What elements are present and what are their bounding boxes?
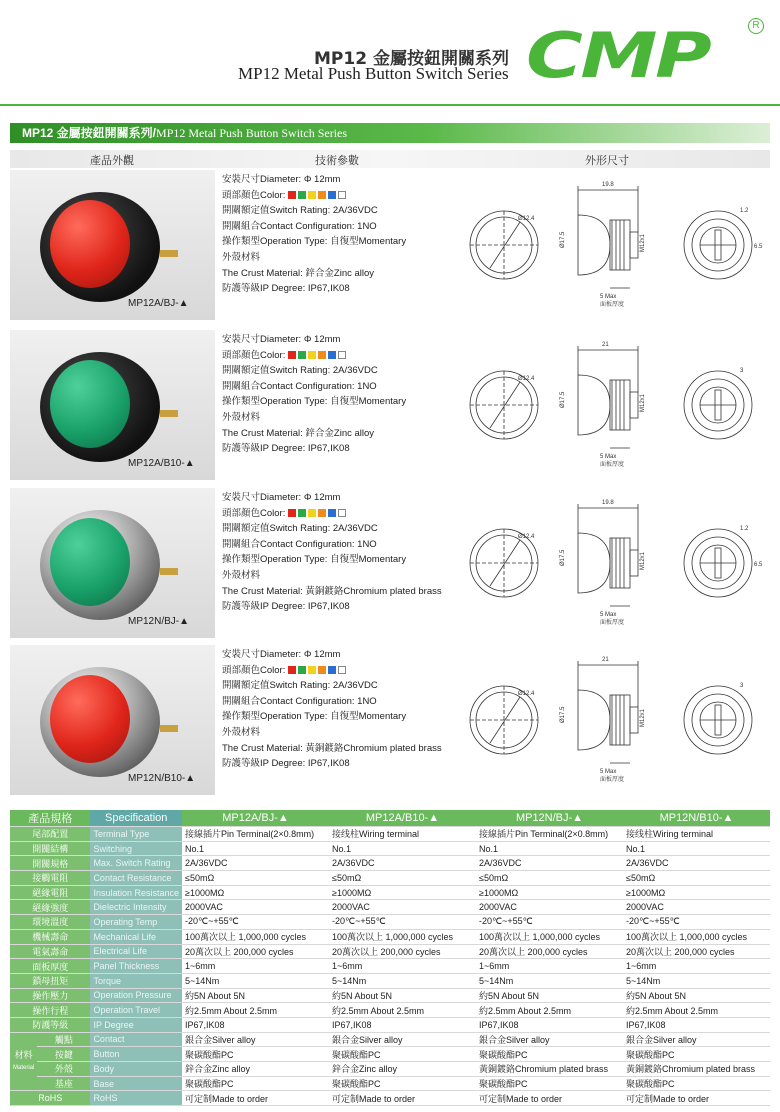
table-cell: No.1 bbox=[476, 841, 623, 856]
table-cell: IP67,IK08 bbox=[623, 1017, 770, 1032]
dim-width: 21 bbox=[602, 342, 609, 348]
model-label: MP12A/B10-▲ bbox=[128, 458, 195, 469]
color-swatch bbox=[288, 666, 296, 674]
spec-material-title: 外殼材料 bbox=[222, 569, 261, 581]
table-row bbox=[10, 1017, 770, 1032]
table-cell: 約5N About 5N bbox=[476, 988, 623, 1003]
spec-operation: 操作類型Operation Type: 自復型Momentary bbox=[222, 711, 407, 723]
spec-rating: 開關額定值Switch Rating: 2A/36VDC bbox=[222, 523, 378, 535]
table-cell: 聚碳酸酯PC bbox=[476, 1076, 623, 1091]
row-label-cn: 機械壽命 bbox=[10, 929, 90, 944]
section-title-cn: MP12 金屬按鈕開關系列/ bbox=[22, 126, 157, 140]
dimension-svg bbox=[460, 488, 770, 638]
row-label-en: Insulation Resistance bbox=[90, 885, 182, 900]
color-swatch bbox=[288, 509, 296, 517]
table-row bbox=[10, 827, 770, 842]
material-row bbox=[10, 1062, 770, 1077]
table-row bbox=[10, 1003, 770, 1018]
table-row bbox=[10, 885, 770, 900]
dimension-drawing bbox=[460, 330, 770, 480]
row-label-en: Panel Thickness bbox=[90, 959, 182, 974]
series-title-en: MP12 Metal Push Button Switch Series bbox=[238, 64, 509, 83]
color-swatch bbox=[338, 666, 346, 674]
spec-ip: 防護等級IP Degree: IP67,IK08 bbox=[222, 443, 350, 455]
side-terminal bbox=[630, 392, 638, 418]
color-swatches bbox=[288, 665, 348, 676]
spec-diameter: 安裝尺寸Diameter: Φ 12mm bbox=[222, 649, 341, 660]
table-cell: 可定制Made to order bbox=[476, 1091, 623, 1106]
dim-body: Ø17.5 bbox=[560, 391, 566, 408]
spec-operation: 操作類型Operation Type: 自復型Momentary bbox=[222, 554, 407, 566]
table-cell: 聚碳酸酯PC bbox=[329, 1047, 476, 1062]
color-swatch bbox=[308, 351, 316, 359]
table-cell: 2A/36VDC bbox=[329, 856, 476, 871]
table-row bbox=[10, 929, 770, 944]
model-label: MP12N/BJ-▲ bbox=[128, 616, 190, 627]
table-cell: 約2.5mm About 2.5mm bbox=[476, 1003, 623, 1018]
product-photo bbox=[10, 488, 215, 638]
row-label-en: Body bbox=[90, 1062, 182, 1077]
spec-rating: 開關額定值Switch Rating: 2A/36VDC bbox=[222, 680, 378, 692]
dim-dia: Ø12.4 bbox=[518, 534, 535, 540]
table-cell: 約2.5mm About 2.5mm bbox=[623, 1003, 770, 1018]
table-cell: 20萬次以上 200,000 cycles bbox=[623, 944, 770, 959]
spec-color bbox=[222, 188, 472, 204]
cmp-logo bbox=[526, 19, 744, 92]
row-label-cn: 鎖母扭矩 bbox=[10, 973, 90, 988]
row-label-en: Base bbox=[90, 1076, 182, 1091]
dim-note: 面板厚度 bbox=[600, 302, 625, 308]
row-label-en: Terminal Type bbox=[90, 827, 182, 842]
color-swatch bbox=[328, 191, 336, 199]
row-label-cn: 操作行程 bbox=[10, 1003, 90, 1018]
dim-body: Ø17.5 bbox=[560, 706, 566, 723]
spec-material: The Crust Material: 黃銅鍍鉻Chromium plated brass bbox=[222, 742, 442, 754]
table-cell: 5~14Nm bbox=[476, 973, 623, 988]
row-label-cn: 基座 bbox=[37, 1076, 90, 1091]
model-label: MP12N/B10-▲ bbox=[128, 773, 196, 784]
th-en: Specification bbox=[90, 810, 182, 827]
dim-width: 19.8 bbox=[602, 500, 614, 506]
table-cell: 接線插片Pin Terminal(2×0.8mm) bbox=[476, 827, 623, 842]
table-cell: ≤50mΩ bbox=[476, 871, 623, 886]
table-row bbox=[10, 900, 770, 915]
table-cell: No.1 bbox=[623, 841, 770, 856]
row-label-cn: 面板厚度 bbox=[10, 959, 90, 974]
material-label-cn: 材料 bbox=[14, 1049, 33, 1060]
color-swatches bbox=[288, 190, 348, 201]
th-model: MP12A/BJ-▲ bbox=[182, 810, 329, 827]
product-photo bbox=[10, 645, 215, 795]
spec-color-label: 頭部顏色Color: bbox=[222, 507, 286, 519]
rohs-label-en: RoHS bbox=[90, 1091, 182, 1106]
series-title-cn: MP12 金屬按鈕開關系列 bbox=[314, 49, 509, 69]
switch-cap bbox=[50, 200, 130, 288]
row-label-en: Contact Resistance bbox=[90, 871, 182, 886]
color-swatch bbox=[318, 351, 326, 359]
table-cell: 5~14Nm bbox=[329, 973, 476, 988]
spec-ip: 防護等級IP Degree: IP67,IK08 bbox=[222, 758, 350, 770]
spec-ip: 防護等級IP Degree: IP67,IK08 bbox=[222, 601, 350, 613]
table-cell: -20℃~+55℃ bbox=[182, 915, 329, 930]
color-swatch bbox=[288, 351, 296, 359]
table-row bbox=[10, 973, 770, 988]
spec-color-label: 頭部顏色Color: bbox=[222, 664, 286, 676]
row-label-cn: 防護等級 bbox=[10, 1017, 90, 1032]
product-photo bbox=[10, 330, 215, 480]
product-specs bbox=[222, 332, 472, 457]
spec-diameter: 安裝尺寸Diameter: Φ 12mm bbox=[222, 334, 341, 345]
table-cell: 2000VAC bbox=[623, 900, 770, 915]
spec-config: 開關組合Contact Configuration: 1NO bbox=[222, 220, 377, 232]
row-label-en: Contact bbox=[90, 1032, 182, 1047]
row-label-cn: 開關結構 bbox=[10, 841, 90, 856]
table-cell: 聚碳酸酯PC bbox=[623, 1076, 770, 1091]
registered-mark: R bbox=[748, 18, 764, 34]
header-divider bbox=[0, 104, 780, 106]
rohs-label: RoHS bbox=[10, 1091, 90, 1106]
switch-cap bbox=[50, 518, 130, 606]
dim-max: 5 Max bbox=[600, 454, 617, 460]
table-cell: 接線插片Pin Terminal(2×0.8mm) bbox=[182, 827, 329, 842]
color-swatches bbox=[288, 350, 348, 361]
row-label-en: Dielectric Intensity bbox=[90, 900, 182, 915]
dim-thread: M12x1 bbox=[640, 233, 646, 252]
table-cell: 銀合金Silver alloy bbox=[329, 1032, 476, 1047]
row-label-cn: 尾部配置 bbox=[10, 827, 90, 842]
column-header bbox=[10, 150, 770, 168]
table-cell: 5~14Nm bbox=[182, 973, 329, 988]
col-photo: 產品外觀 bbox=[90, 155, 134, 167]
material-label-en: Material bbox=[13, 1064, 35, 1071]
spec-color bbox=[222, 506, 472, 522]
dim-body: Ø17.5 bbox=[560, 231, 566, 248]
col-shape: 外形尺寸 bbox=[585, 155, 629, 167]
table-cell: 1~6mm bbox=[476, 959, 623, 974]
dim-note: 面板厚度 bbox=[600, 462, 625, 468]
color-swatch bbox=[318, 509, 326, 517]
section-title-en: MP12 Metal Push Button Switch Series bbox=[156, 126, 348, 140]
dim-thread: M12x1 bbox=[640, 551, 646, 570]
switch-terminal bbox=[160, 568, 178, 575]
table-cell: 約5N About 5N bbox=[182, 988, 329, 1003]
dim-note: 面板厚度 bbox=[600, 620, 625, 626]
spec-table bbox=[10, 810, 770, 1106]
table-cell: 接线柱Wiring terminal bbox=[623, 827, 770, 842]
row-label-cn: 按鍵 bbox=[37, 1047, 90, 1062]
table-cell: 1~6mm bbox=[623, 959, 770, 974]
col-specs: 技術參數 bbox=[315, 155, 359, 167]
table-cell: 2000VAC bbox=[476, 900, 623, 915]
spec-ip: 防護等級IP Degree: IP67,IK08 bbox=[222, 283, 350, 295]
spec-material: The Crust Material: 鋅合金Zinc alloy bbox=[222, 267, 375, 279]
spec-color bbox=[222, 663, 472, 679]
table-row bbox=[10, 915, 770, 930]
material-row bbox=[10, 1032, 770, 1047]
table-cell: 20萬次以上 200,000 cycles bbox=[329, 944, 476, 959]
table-cell: 約5N About 5N bbox=[623, 988, 770, 1003]
dim-max: 5 Max bbox=[600, 769, 617, 775]
th-model: MP12A/B10-▲ bbox=[329, 810, 476, 827]
row-label-en: Electrical Life bbox=[90, 944, 182, 959]
spec-diameter: 安裝尺寸Diameter: Φ 12mm bbox=[222, 174, 341, 185]
table-cell: 聚碳酸酯PC bbox=[476, 1047, 623, 1062]
side-terminal bbox=[630, 232, 638, 258]
table-cell: IP67,IK08 bbox=[476, 1017, 623, 1032]
dim-thread: M12x1 bbox=[640, 708, 646, 727]
switch-terminal bbox=[160, 250, 178, 257]
product-specs bbox=[222, 647, 472, 772]
color-swatch bbox=[338, 191, 346, 199]
table-row bbox=[10, 871, 770, 886]
table-cell: 2000VAC bbox=[329, 900, 476, 915]
table-cell: 可定制Made to order bbox=[182, 1091, 329, 1106]
spec-material: The Crust Material: 黃銅鍍鉻Chromium plated brass bbox=[222, 585, 442, 597]
product-specs bbox=[222, 490, 472, 615]
table-cell: ≤50mΩ bbox=[329, 871, 476, 886]
row-label-en: Switching bbox=[90, 841, 182, 856]
product-row bbox=[10, 488, 770, 643]
row-label-en: IP Degree bbox=[90, 1017, 182, 1032]
table-cell: 2000VAC bbox=[182, 900, 329, 915]
page-header bbox=[0, 0, 780, 110]
material-row bbox=[10, 1047, 770, 1062]
switch-terminal bbox=[160, 410, 178, 417]
row-label-cn: 操作壓力 bbox=[10, 988, 90, 1003]
dim-side-a: 3 bbox=[740, 683, 744, 689]
row-label-en: Operation Pressure bbox=[90, 988, 182, 1003]
switch-cap bbox=[50, 360, 130, 448]
table-cell: ≥1000MΩ bbox=[476, 885, 623, 900]
table-cell: 1~6mm bbox=[329, 959, 476, 974]
product-row bbox=[10, 170, 770, 325]
th-model: MP12N/BJ-▲ bbox=[476, 810, 623, 827]
table-row bbox=[10, 988, 770, 1003]
dimension-drawing bbox=[460, 488, 770, 638]
table-cell: ≥1000MΩ bbox=[623, 885, 770, 900]
color-swatch bbox=[328, 351, 336, 359]
table-cell: ≤50mΩ bbox=[182, 871, 329, 886]
color-swatch bbox=[308, 191, 316, 199]
side-cap bbox=[578, 215, 610, 275]
rohs-row bbox=[10, 1091, 770, 1106]
color-swatches bbox=[288, 508, 348, 519]
table-cell: 2A/36VDC bbox=[476, 856, 623, 871]
row-label-cn: 接觸電阻 bbox=[10, 871, 90, 886]
dim-side-b: 6.5 bbox=[754, 562, 763, 568]
table-cell: 100萬次以上 1,000,000 cycles bbox=[476, 929, 623, 944]
spec-color bbox=[222, 348, 472, 364]
table-cell: 20萬次以上 200,000 cycles bbox=[182, 944, 329, 959]
switch-cap bbox=[50, 675, 130, 763]
table-cell: 2A/36VDC bbox=[182, 856, 329, 871]
row-label-en: Max. Switch Rating bbox=[90, 856, 182, 871]
product-row bbox=[10, 645, 770, 800]
color-swatch bbox=[298, 509, 306, 517]
table-cell: 接线柱Wiring terminal bbox=[329, 827, 476, 842]
table-cell: 20萬次以上 200,000 cycles bbox=[476, 944, 623, 959]
color-swatch bbox=[338, 351, 346, 359]
table-cell: 2A/36VDC bbox=[623, 856, 770, 871]
dim-side-b: 6.5 bbox=[754, 244, 763, 250]
dim-side-a: 1.2 bbox=[740, 526, 749, 532]
dim-note: 面板厚度 bbox=[600, 777, 625, 783]
model-label: MP12A/BJ-▲ bbox=[128, 298, 189, 309]
spec-color-label: 頭部顏色Color: bbox=[222, 189, 286, 201]
spec-config: 開關組合Contact Configuration: 1NO bbox=[222, 695, 377, 707]
dim-max: 5 Max bbox=[600, 612, 617, 618]
table-cell: 銀合金Silver alloy bbox=[476, 1032, 623, 1047]
table-cell: -20℃~+55℃ bbox=[476, 915, 623, 930]
table-cell: 聚碳酸酯PC bbox=[623, 1047, 770, 1062]
dim-dia: Ø12.4 bbox=[518, 691, 535, 697]
color-swatch bbox=[288, 191, 296, 199]
table-header bbox=[10, 810, 770, 827]
dimension-drawing bbox=[460, 170, 770, 320]
th-cn: 產品規格 bbox=[10, 810, 90, 827]
switch-terminal bbox=[160, 725, 178, 732]
table-cell: 黃銅鍍鉻Chromium plated brass bbox=[476, 1062, 623, 1077]
color-swatch bbox=[318, 191, 326, 199]
spec-operation: 操作類型Operation Type: 自復型Momentary bbox=[222, 396, 407, 408]
product-specs bbox=[222, 172, 472, 297]
spec-color-label: 頭部顏色Color: bbox=[222, 349, 286, 361]
table-cell: 約2.5mm About 2.5mm bbox=[182, 1003, 329, 1018]
table-cell: 約2.5mm About 2.5mm bbox=[329, 1003, 476, 1018]
table-cell: 約5N About 5N bbox=[329, 988, 476, 1003]
table-cell: 100萬次以上 1,000,000 cycles bbox=[623, 929, 770, 944]
table-cell: 聚碳酸酯PC bbox=[182, 1076, 329, 1091]
dim-side-a: 3 bbox=[740, 368, 744, 374]
side-cap bbox=[578, 533, 610, 593]
material-row bbox=[10, 1076, 770, 1091]
side-cap bbox=[578, 690, 610, 750]
spec-material-title: 外殼材料 bbox=[222, 411, 261, 423]
row-label-en: Operation Travel bbox=[90, 1003, 182, 1018]
dimension-drawing bbox=[460, 645, 770, 795]
logo-text: CMP bbox=[526, 19, 710, 92]
table-cell: No.1 bbox=[182, 841, 329, 856]
table-cell: 5~14Nm bbox=[623, 973, 770, 988]
spec-material-title: 外殼材料 bbox=[222, 251, 261, 263]
table-cell: 100萬次以上 1,000,000 cycles bbox=[182, 929, 329, 944]
dim-body: Ø17.5 bbox=[560, 549, 566, 566]
table-cell: No.1 bbox=[329, 841, 476, 856]
dim-max: 5 Max bbox=[600, 294, 617, 300]
dim-dia: Ø12.4 bbox=[518, 376, 535, 382]
dimension-svg bbox=[460, 330, 770, 480]
table-row bbox=[10, 959, 770, 974]
dimension-svg bbox=[460, 645, 770, 795]
table-cell: 黃銅鍍鉻Chromium plated brass bbox=[623, 1062, 770, 1077]
spec-config: 開關組合Contact Configuration: 1NO bbox=[222, 538, 377, 550]
table-row bbox=[10, 944, 770, 959]
side-terminal bbox=[630, 550, 638, 576]
table-cell: 銀合金Silver alloy bbox=[623, 1032, 770, 1047]
row-label-cn: 環境溫度 bbox=[10, 915, 90, 930]
table-cell: 可定制Made to order bbox=[623, 1091, 770, 1106]
dim-side-a: 1.2 bbox=[740, 208, 749, 214]
table-cell: ≤50mΩ bbox=[623, 871, 770, 886]
color-swatch bbox=[298, 666, 306, 674]
row-label-en: Button bbox=[90, 1047, 182, 1062]
table-cell: 100萬次以上 1,000,000 cycles bbox=[329, 929, 476, 944]
spec-rating: 開關額定值Switch Rating: 2A/36VDC bbox=[222, 365, 378, 377]
row-label-cn: 絕緣強度 bbox=[10, 900, 90, 915]
spec-operation: 操作類型Operation Type: 自復型Momentary bbox=[222, 236, 407, 248]
spec-config: 開關組合Contact Configuration: 1NO bbox=[222, 380, 377, 392]
table-row bbox=[10, 841, 770, 856]
material-label bbox=[10, 1032, 37, 1091]
table-cell: 可定制Made to order bbox=[329, 1091, 476, 1106]
product-row bbox=[10, 330, 770, 485]
th-model: MP12N/B10-▲ bbox=[623, 810, 770, 827]
row-label-en: Torque bbox=[90, 973, 182, 988]
row-label-cn: 外殼 bbox=[37, 1062, 90, 1077]
table-cell: 1~6mm bbox=[182, 959, 329, 974]
table-cell: IP67,IK08 bbox=[329, 1017, 476, 1032]
table-cell: -20℃~+55℃ bbox=[329, 915, 476, 930]
color-swatch bbox=[338, 509, 346, 517]
color-swatch bbox=[308, 666, 316, 674]
spec-rating: 開關額定值Switch Rating: 2A/36VDC bbox=[222, 205, 378, 217]
color-swatch bbox=[298, 191, 306, 199]
row-label-cn: 電氣壽命 bbox=[10, 944, 90, 959]
dim-width: 21 bbox=[602, 657, 609, 663]
table-row bbox=[10, 856, 770, 871]
section-title-bar bbox=[10, 123, 770, 143]
side-cap bbox=[578, 375, 610, 435]
row-label-cn: 開關規格 bbox=[10, 856, 90, 871]
color-swatch bbox=[328, 666, 336, 674]
table-cell: 聚碳酸酯PC bbox=[329, 1076, 476, 1091]
spec-material-title: 外殼材料 bbox=[222, 726, 261, 738]
side-terminal bbox=[630, 707, 638, 733]
table-cell: IP67,IK08 bbox=[182, 1017, 329, 1032]
dim-thread: M12x1 bbox=[640, 393, 646, 412]
color-swatch bbox=[308, 509, 316, 517]
row-label-en: Mechanical Life bbox=[90, 929, 182, 944]
dim-dia: Ø12.4 bbox=[518, 216, 535, 222]
row-label-cn: 觸點 bbox=[37, 1032, 90, 1047]
table-cell: 鋅合金Zinc alloy bbox=[329, 1062, 476, 1077]
spec-material: The Crust Material: 鋅合金Zinc alloy bbox=[222, 427, 375, 439]
table-cell: ≥1000MΩ bbox=[329, 885, 476, 900]
table-cell: 鋅合金Zinc alloy bbox=[182, 1062, 329, 1077]
product-photo bbox=[10, 170, 215, 320]
color-swatch bbox=[328, 509, 336, 517]
row-label-cn: 絕緣電阻 bbox=[10, 885, 90, 900]
table-cell: -20℃~+55℃ bbox=[623, 915, 770, 930]
table-cell: ≥1000MΩ bbox=[182, 885, 329, 900]
table-cell: 銀合金Silver alloy bbox=[182, 1032, 329, 1047]
row-label-en: Operating Temp bbox=[90, 915, 182, 930]
color-swatch bbox=[318, 666, 326, 674]
dim-width: 19.8 bbox=[602, 182, 614, 188]
spec-diameter: 安裝尺寸Diameter: Φ 12mm bbox=[222, 492, 341, 503]
color-swatch bbox=[298, 351, 306, 359]
dimension-svg bbox=[460, 170, 770, 320]
table-cell: 聚碳酸酯PC bbox=[182, 1047, 329, 1062]
